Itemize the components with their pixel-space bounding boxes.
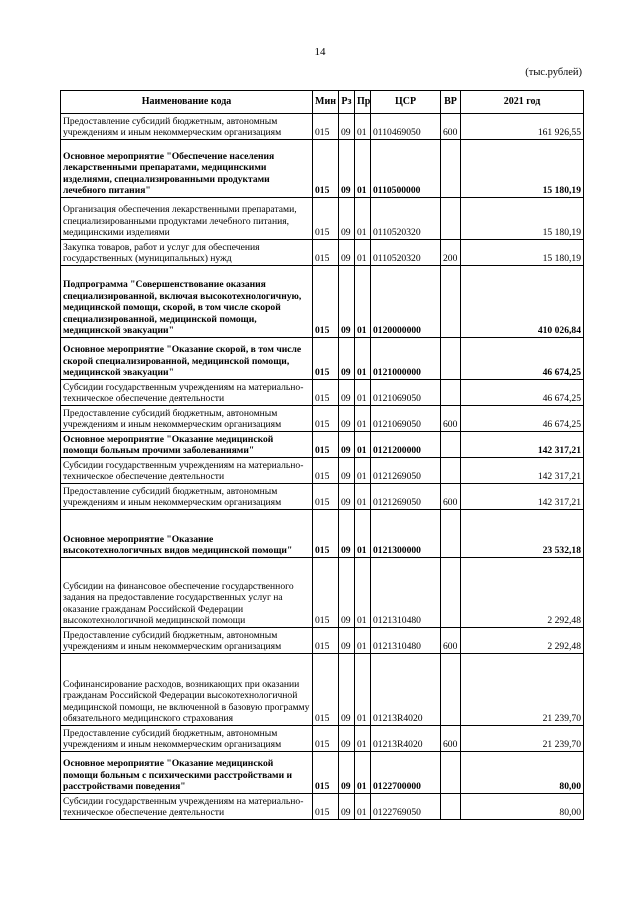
table-row [61,406,584,432]
cell-csr: 01213R4020 [371,654,441,726]
cell-min: 015 [313,654,339,726]
cell-rz: 09 [339,432,355,458]
cell-rz: 09 [339,510,355,558]
header-pr: Пр [355,91,371,114]
table-row [61,458,584,484]
cell-min: 015 [313,726,339,752]
table-row [61,510,584,558]
table-row [61,432,584,458]
page-number: 14 [314,46,326,58]
cell-vr [441,458,461,484]
cell-min: 015 [313,558,339,628]
cell-sum: 161 926,55 [461,114,584,140]
cell-name: Предоставление субсидий бюджетным, автономным учреждениям и иным некоммерческим организациям [61,726,313,752]
cell-rz: 09 [339,406,355,432]
cell-sum: 15 180,19 [461,140,584,198]
cell-rz: 09 [339,114,355,140]
cell-sum: 15 180,19 [461,198,584,240]
cell-name: Основное мероприятие "Оказание скорой, в том числе скорой специализированной, медицинской помощи, медицинской эвакуации" [61,338,313,380]
cell-pr: 01 [355,510,371,558]
cell-vr: 600 [441,114,461,140]
cell-sum: 410 026,84 [461,266,584,338]
cell-sum: 142 317,21 [461,432,584,458]
cell-csr: 0110520320 [371,240,441,266]
cell-sum: 23 532,18 [461,510,584,558]
cell-vr [441,266,461,338]
cell-rz: 09 [339,726,355,752]
cell-name: Основное мероприятие "Оказание медицинской помощи больным прочими заболеваниями" [61,432,313,458]
cell-pr: 01 [355,752,371,794]
cell-csr: 0121310480 [371,628,441,654]
cell-min: 015 [313,752,339,794]
cell-sum: 21 239,70 [461,726,584,752]
header-name: Наименование кода [61,91,313,114]
cell-sum: 46 674,25 [461,380,584,406]
cell-pr: 01 [355,726,371,752]
header-min: Мин [313,91,339,114]
cell-csr: 0121300000 [371,510,441,558]
cell-name: Организация обеспечения лекарственными препаратами, специализированными продуктами лечебного питания, медицинскими изделиями [61,198,313,240]
cell-sum: 46 674,25 [461,406,584,432]
cell-sum: 142 317,21 [461,458,584,484]
cell-csr: 0121000000 [371,338,441,380]
table-row [61,266,584,338]
cell-csr: 0110520320 [371,198,441,240]
cell-rz: 09 [339,654,355,726]
cell-sum: 142 317,21 [461,484,584,510]
cell-sum: 46 674,25 [461,338,584,380]
table-row [61,628,584,654]
cell-vr: 600 [441,628,461,654]
header-rz: Рз [339,91,355,114]
cell-csr: 0121269050 [371,458,441,484]
cell-csr: 0122700000 [371,752,441,794]
table-row [61,726,584,752]
cell-pr: 01 [355,140,371,198]
cell-csr: 0110469050 [371,114,441,140]
cell-rz: 09 [339,338,355,380]
cell-csr: 0110500000 [371,140,441,198]
cell-vr: 600 [441,726,461,752]
cell-min: 015 [313,432,339,458]
cell-min: 015 [313,794,339,820]
cell-min: 015 [313,140,339,198]
cell-pr: 01 [355,198,371,240]
cell-name: Субсидии государственным учреждениям на материально-техническое обеспечение деятельности [61,380,313,406]
cell-pr: 01 [355,432,371,458]
table-body [61,114,584,820]
header-csr: ЦСР [371,91,441,114]
header-sum: 2021 год [461,91,584,114]
cell-pr: 01 [355,114,371,140]
cell-rz: 09 [339,794,355,820]
table-header-row [61,91,584,114]
cell-name: Предоставление субсидий бюджетным, автономным учреждениям и иным некоммерческим организациям [61,406,313,432]
cell-csr: 0121310480 [371,558,441,628]
table-row [61,380,584,406]
cell-vr [441,654,461,726]
cell-min: 015 [313,266,339,338]
cell-pr: 01 [355,458,371,484]
table-row [61,240,584,266]
cell-csr: 0121269050 [371,484,441,510]
cell-csr: 01213R4020 [371,726,441,752]
budget-table [60,90,584,820]
cell-pr: 01 [355,628,371,654]
cell-min: 015 [313,338,339,380]
table-row [61,198,584,240]
cell-vr [441,794,461,820]
cell-name: Софинансирование расходов, возникающих при оказании гражданам Российской Федерации высокотехнологичной медицинской помощи, не включенной в базовую программу обязательного медицинского страхования [61,654,313,726]
cell-sum: 80,00 [461,752,584,794]
cell-name: Субсидии государственным учреждениям на материально-техническое обеспечение деятельности [61,794,313,820]
cell-rz: 09 [339,198,355,240]
table-row [61,338,584,380]
table-row [61,654,584,726]
units-label: (тыс.рублей) [525,67,582,78]
cell-name: Предоставление субсидий бюджетным, автономным учреждениям и иным некоммерческим организациям [61,114,313,140]
cell-vr [441,432,461,458]
cell-rz: 09 [339,558,355,628]
cell-csr: 0121200000 [371,432,441,458]
cell-name: Субсидии государственным учреждениям на материально-техническое обеспечение деятельности [61,458,313,484]
cell-rz: 09 [339,458,355,484]
cell-rz: 09 [339,752,355,794]
table-row [61,484,584,510]
cell-pr: 01 [355,794,371,820]
cell-vr [441,140,461,198]
cell-vr [441,558,461,628]
cell-name: Предоставление субсидий бюджетным, автономным учреждениям и иным некоммерческим организациям [61,484,313,510]
cell-sum: 21 239,70 [461,654,584,726]
cell-rz: 09 [339,628,355,654]
table-row [61,114,584,140]
cell-pr: 01 [355,484,371,510]
cell-rz: 09 [339,380,355,406]
cell-vr [441,198,461,240]
cell-vr: 200 [441,240,461,266]
cell-pr: 01 [355,558,371,628]
cell-rz: 09 [339,266,355,338]
cell-min: 015 [313,484,339,510]
cell-pr: 01 [355,406,371,432]
cell-pr: 01 [355,654,371,726]
cell-sum: 15 180,19 [461,240,584,266]
cell-vr [441,338,461,380]
cell-vr [441,752,461,794]
cell-csr: 0120000000 [371,266,441,338]
cell-vr [441,380,461,406]
cell-vr [441,510,461,558]
cell-min: 015 [313,380,339,406]
table-row [61,140,584,198]
cell-name: Основное мероприятие "Оказание высокотехнологичных видов медицинской помощи" [61,510,313,558]
cell-min: 015 [313,510,339,558]
cell-min: 015 [313,240,339,266]
cell-sum: 80,00 [461,794,584,820]
cell-vr: 600 [441,484,461,510]
cell-csr: 0121069050 [371,406,441,432]
cell-sum: 2 292,48 [461,628,584,654]
cell-pr: 01 [355,380,371,406]
cell-min: 015 [313,628,339,654]
cell-rz: 09 [339,240,355,266]
cell-min: 015 [313,458,339,484]
cell-name: Закупка товаров, работ и услуг для обеспечения государственных (муниципальных) нужд [61,240,313,266]
table-row [61,794,584,820]
cell-csr: 0122769050 [371,794,441,820]
cell-min: 015 [313,198,339,240]
cell-pr: 01 [355,338,371,380]
cell-name: Предоставление субсидий бюджетным, автономным учреждениям и иным некоммерческим организациям [61,628,313,654]
cell-name: Субсидии на финансовое обеспечение государственного задания на предоставление государственных услуг на оказание гражданам Российской Федерации высокотехнологичной медицинской помощи [61,558,313,628]
cell-rz: 09 [339,140,355,198]
cell-rz: 09 [339,484,355,510]
cell-name: Основное мероприятие "Оказание медицинской помощи больным с психическими расстройствами и расстройствами поведения" [61,752,313,794]
header-vr: ВР [441,91,461,114]
cell-vr: 600 [441,406,461,432]
cell-name: Подпрограмма "Совершенствование оказания специализированной, включая высокотехнологичную, медицинской помощи, скорой, в том числе скорой специализированной, медицинской помощи, медицинской эвакуации" [61,266,313,338]
cell-name: Основное мероприятие "Обеспечение населения лекарственными препаратами, медицинскими изделиями, специализированными продуктами лечебного питания" [61,140,313,198]
cell-pr: 01 [355,240,371,266]
cell-sum: 2 292,48 [461,558,584,628]
cell-pr: 01 [355,266,371,338]
cell-min: 015 [313,406,339,432]
cell-csr: 0121069050 [371,380,441,406]
table-row [61,558,584,628]
cell-min: 015 [313,114,339,140]
table-row [61,752,584,794]
